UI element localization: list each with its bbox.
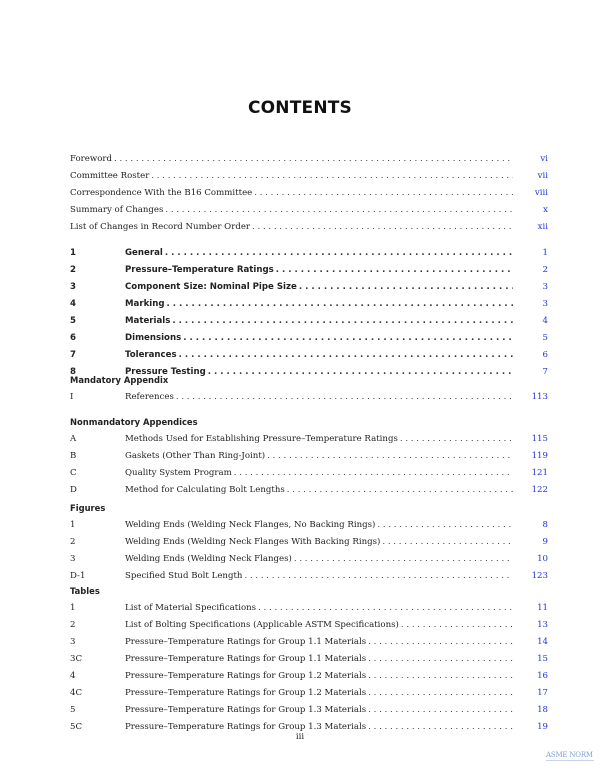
- toc-entry-appendix[interactable]: [70, 448, 548, 465]
- page-link[interactable]: 1: [542, 248, 548, 258]
- section-heading: Figures: [70, 503, 106, 513]
- page-link[interactable]: vii: [537, 171, 548, 181]
- dot-leader: [165, 245, 513, 262]
- page-link[interactable]: 16: [537, 671, 548, 681]
- entry-label: Pressure–Temperature Ratings for Group 1.1 Materials: [125, 637, 367, 647]
- entry-label: Pressure–Temperature Ratings for Group 1.3 Materials: [125, 705, 367, 715]
- entry-label: Committee Roster: [70, 171, 150, 181]
- page-number: iii: [295, 732, 305, 742]
- entry-label: Foreword: [70, 154, 112, 164]
- page-link[interactable]: 121: [531, 468, 548, 478]
- figure-number: 2: [70, 537, 76, 547]
- toc-entry-figure[interactable]: [70, 534, 548, 551]
- page-link[interactable]: 6: [542, 350, 548, 360]
- tables-list: [70, 583, 548, 736]
- page-link[interactable]: 119: [531, 451, 548, 461]
- dot-leader: [167, 296, 513, 313]
- entry-label: Correspondence With the B16 Committee: [70, 188, 253, 198]
- section-number: 4: [70, 299, 76, 309]
- dot-leader: [299, 279, 513, 296]
- toc-entry-table[interactable]: [70, 634, 548, 651]
- figure-number: 3: [70, 554, 76, 564]
- mandatory-appendix-list: [70, 372, 548, 406]
- front-matter-list: [70, 151, 548, 236]
- page-link[interactable]: 7: [542, 367, 548, 377]
- dot-leader: [400, 431, 513, 448]
- toc-entry-list-of-changes[interactable]: [70, 219, 548, 236]
- page-link[interactable]: 14: [537, 637, 548, 647]
- toc-entry-section[interactable]: [70, 245, 548, 262]
- toc-entry-section[interactable]: [70, 313, 548, 330]
- section-heading: Mandatory Appendix: [70, 375, 169, 385]
- toc-entry-appendix[interactable]: [70, 389, 548, 406]
- appendix-number: I: [70, 392, 74, 402]
- table-number: 5C: [70, 722, 83, 732]
- watermark-logo: [546, 751, 594, 763]
- dot-leader: [258, 600, 513, 617]
- section-number: 7: [70, 350, 76, 360]
- dot-leader: [368, 702, 513, 719]
- toc-entry-correspondence[interactable]: [70, 185, 548, 202]
- entry-label: Method for Calculating Bolt Lengths: [125, 485, 285, 495]
- dot-leader: [276, 262, 513, 279]
- nonmandatory-appendices-list: [70, 414, 548, 499]
- dot-leader: [183, 330, 513, 347]
- entry-label: Marking: [125, 299, 165, 309]
- table-number: 4: [70, 671, 76, 681]
- page-link[interactable]: 17: [537, 688, 548, 698]
- toc-entry-table[interactable]: [70, 668, 548, 685]
- watermark-text: ASME NORM: [546, 751, 593, 759]
- section-number: 5: [70, 316, 76, 326]
- toc-entry-table[interactable]: [70, 685, 548, 702]
- entry-label: Pressure–Temperature Ratings for Group 1.2 Materials: [125, 671, 367, 681]
- entry-label: General: [125, 248, 163, 258]
- page-link[interactable]: vi: [540, 154, 548, 164]
- dot-leader: [172, 313, 513, 330]
- dot-leader: [368, 634, 513, 651]
- entry-label: Pressure–Temperature Ratings for Group 1.1 Materials: [125, 654, 367, 664]
- entry-label: Quality System Program: [125, 468, 232, 478]
- section-heading: Nonmandatory Appendices: [70, 417, 198, 427]
- page-link[interactable]: xii: [537, 222, 548, 232]
- page-link[interactable]: 8: [542, 520, 548, 530]
- page-link[interactable]: 19: [537, 722, 548, 732]
- page-link[interactable]: 3: [542, 299, 548, 309]
- page-link[interactable]: viii: [534, 188, 548, 198]
- toc-entry-section[interactable]: [70, 347, 548, 364]
- entry-label: Pressure Testing: [125, 367, 206, 377]
- page-link[interactable]: 9: [542, 537, 548, 547]
- dot-leader: [401, 617, 513, 634]
- entry-label: Summary of Changes: [70, 205, 164, 215]
- page-link[interactable]: 5: [542, 333, 548, 343]
- toc-entry-appendix[interactable]: [70, 431, 548, 448]
- dot-leader: [294, 551, 513, 568]
- section-number: 8: [70, 367, 76, 377]
- page-link[interactable]: 113: [531, 392, 548, 402]
- dot-leader: [368, 668, 513, 685]
- dot-leader: [377, 517, 513, 534]
- dot-leader: [179, 347, 513, 364]
- figure-number: D-1: [70, 571, 86, 581]
- table-number: 3C: [70, 654, 83, 664]
- dot-leader: [368, 685, 513, 702]
- toc-entry-section[interactable]: [70, 330, 548, 347]
- entry-label: Pressure–Temperature Ratings for Group 1.3 Materials: [125, 722, 367, 732]
- page-link[interactable]: x: [543, 205, 548, 215]
- toc-entry-table[interactable]: [70, 651, 548, 668]
- page-link[interactable]: 115: [531, 434, 548, 444]
- table-number: 2: [70, 620, 76, 630]
- dot-leader: [165, 202, 513, 219]
- toc-entry-foreword[interactable]: [70, 151, 548, 168]
- entry-label: Gaskets (Other Than Ring-Joint): [125, 451, 266, 461]
- figure-number: 1: [70, 520, 76, 530]
- toc-entry-section[interactable]: [70, 279, 548, 296]
- toc-entry-table[interactable]: [70, 617, 548, 634]
- page-link[interactable]: 13: [537, 620, 548, 630]
- entry-label: Methods Used for Establishing Pressure–Temperature Ratings: [125, 434, 398, 444]
- page-link[interactable]: 4: [542, 316, 548, 326]
- table-number: 4C: [70, 688, 83, 698]
- toc-entry-table[interactable]: [70, 600, 548, 617]
- page-link[interactable]: 123: [531, 571, 548, 581]
- dot-leader: [267, 448, 513, 465]
- toc-entry-appendix[interactable]: [70, 465, 548, 482]
- dot-leader: [368, 651, 513, 668]
- entry-label: List of Changes in Record Number Order: [70, 222, 251, 232]
- page-link[interactable]: 3: [542, 282, 548, 292]
- entry-label: List of Bolting Specifications (Applicable ASTM Specifications): [125, 620, 399, 630]
- dot-leader: [254, 185, 513, 202]
- page-link[interactable]: 15: [537, 654, 548, 664]
- page-link[interactable]: 2: [542, 265, 548, 275]
- entry-label: Tolerances: [125, 350, 177, 360]
- entry-label: Specified Stud Bolt Length: [125, 571, 243, 581]
- dot-leader: [252, 219, 513, 236]
- appendix-letter: D: [70, 485, 77, 495]
- dot-leader: [287, 482, 513, 499]
- entry-label: Pressure–Temperature Ratings: [125, 265, 274, 275]
- appendix-letter: B: [70, 451, 77, 461]
- table-number: 3: [70, 637, 76, 647]
- page-title: CONTENTS: [247, 98, 353, 118]
- entry-label: Pressure–Temperature Ratings for Group 1.2 Materials: [125, 688, 367, 698]
- entry-label: Welding Ends (Welding Neck Flanges With Backing Rings): [125, 537, 381, 547]
- entry-label: Materials: [125, 316, 171, 326]
- entry-label: Welding Ends (Welding Neck Flanges): [125, 554, 292, 564]
- section-number: 1: [70, 248, 76, 258]
- page-link[interactable]: 10: [537, 554, 548, 564]
- sections-list: [70, 245, 548, 381]
- toc-entry-section[interactable]: [70, 296, 548, 313]
- watermark-underline: [546, 760, 594, 763]
- entry-label: Component Size: Nominal Pipe Size: [125, 282, 297, 292]
- page-link[interactable]: 11: [537, 603, 548, 613]
- toc-entry-section[interactable]: [70, 262, 548, 279]
- appendix-letter: C: [70, 468, 77, 478]
- section-heading: Tables: [70, 586, 100, 596]
- entry-label: Welding Ends (Welding Neck Flanges, No Backing Rings): [125, 520, 376, 530]
- dot-leader: [382, 534, 513, 551]
- table-number: 1: [70, 603, 76, 613]
- entry-label: List of Material Specifications: [125, 603, 257, 613]
- entry-label: Dimensions: [125, 333, 182, 343]
- page-link[interactable]: 122: [531, 485, 548, 495]
- toc-entry-figure[interactable]: [70, 551, 548, 568]
- table-number: 5: [70, 705, 76, 715]
- toc-entry-figure[interactable]: [70, 517, 548, 534]
- dot-leader: [151, 168, 513, 185]
- toc-entry-summary-of-changes[interactable]: [70, 202, 548, 219]
- toc-entry-appendix[interactable]: [70, 482, 548, 499]
- section-number: 3: [70, 282, 76, 292]
- figures-list: [70, 500, 548, 585]
- section-number: 2: [70, 265, 76, 275]
- dot-leader: [176, 389, 513, 406]
- section-number: 6: [70, 333, 76, 343]
- appendix-letter: A: [70, 434, 77, 444]
- entry-label: References: [125, 392, 174, 402]
- dot-leader: [114, 151, 513, 168]
- toc-entry-table[interactable]: [70, 702, 548, 719]
- dot-leader: [234, 465, 513, 482]
- toc-entry-committee-roster[interactable]: [70, 168, 548, 185]
- page-link[interactable]: 18: [537, 705, 548, 715]
